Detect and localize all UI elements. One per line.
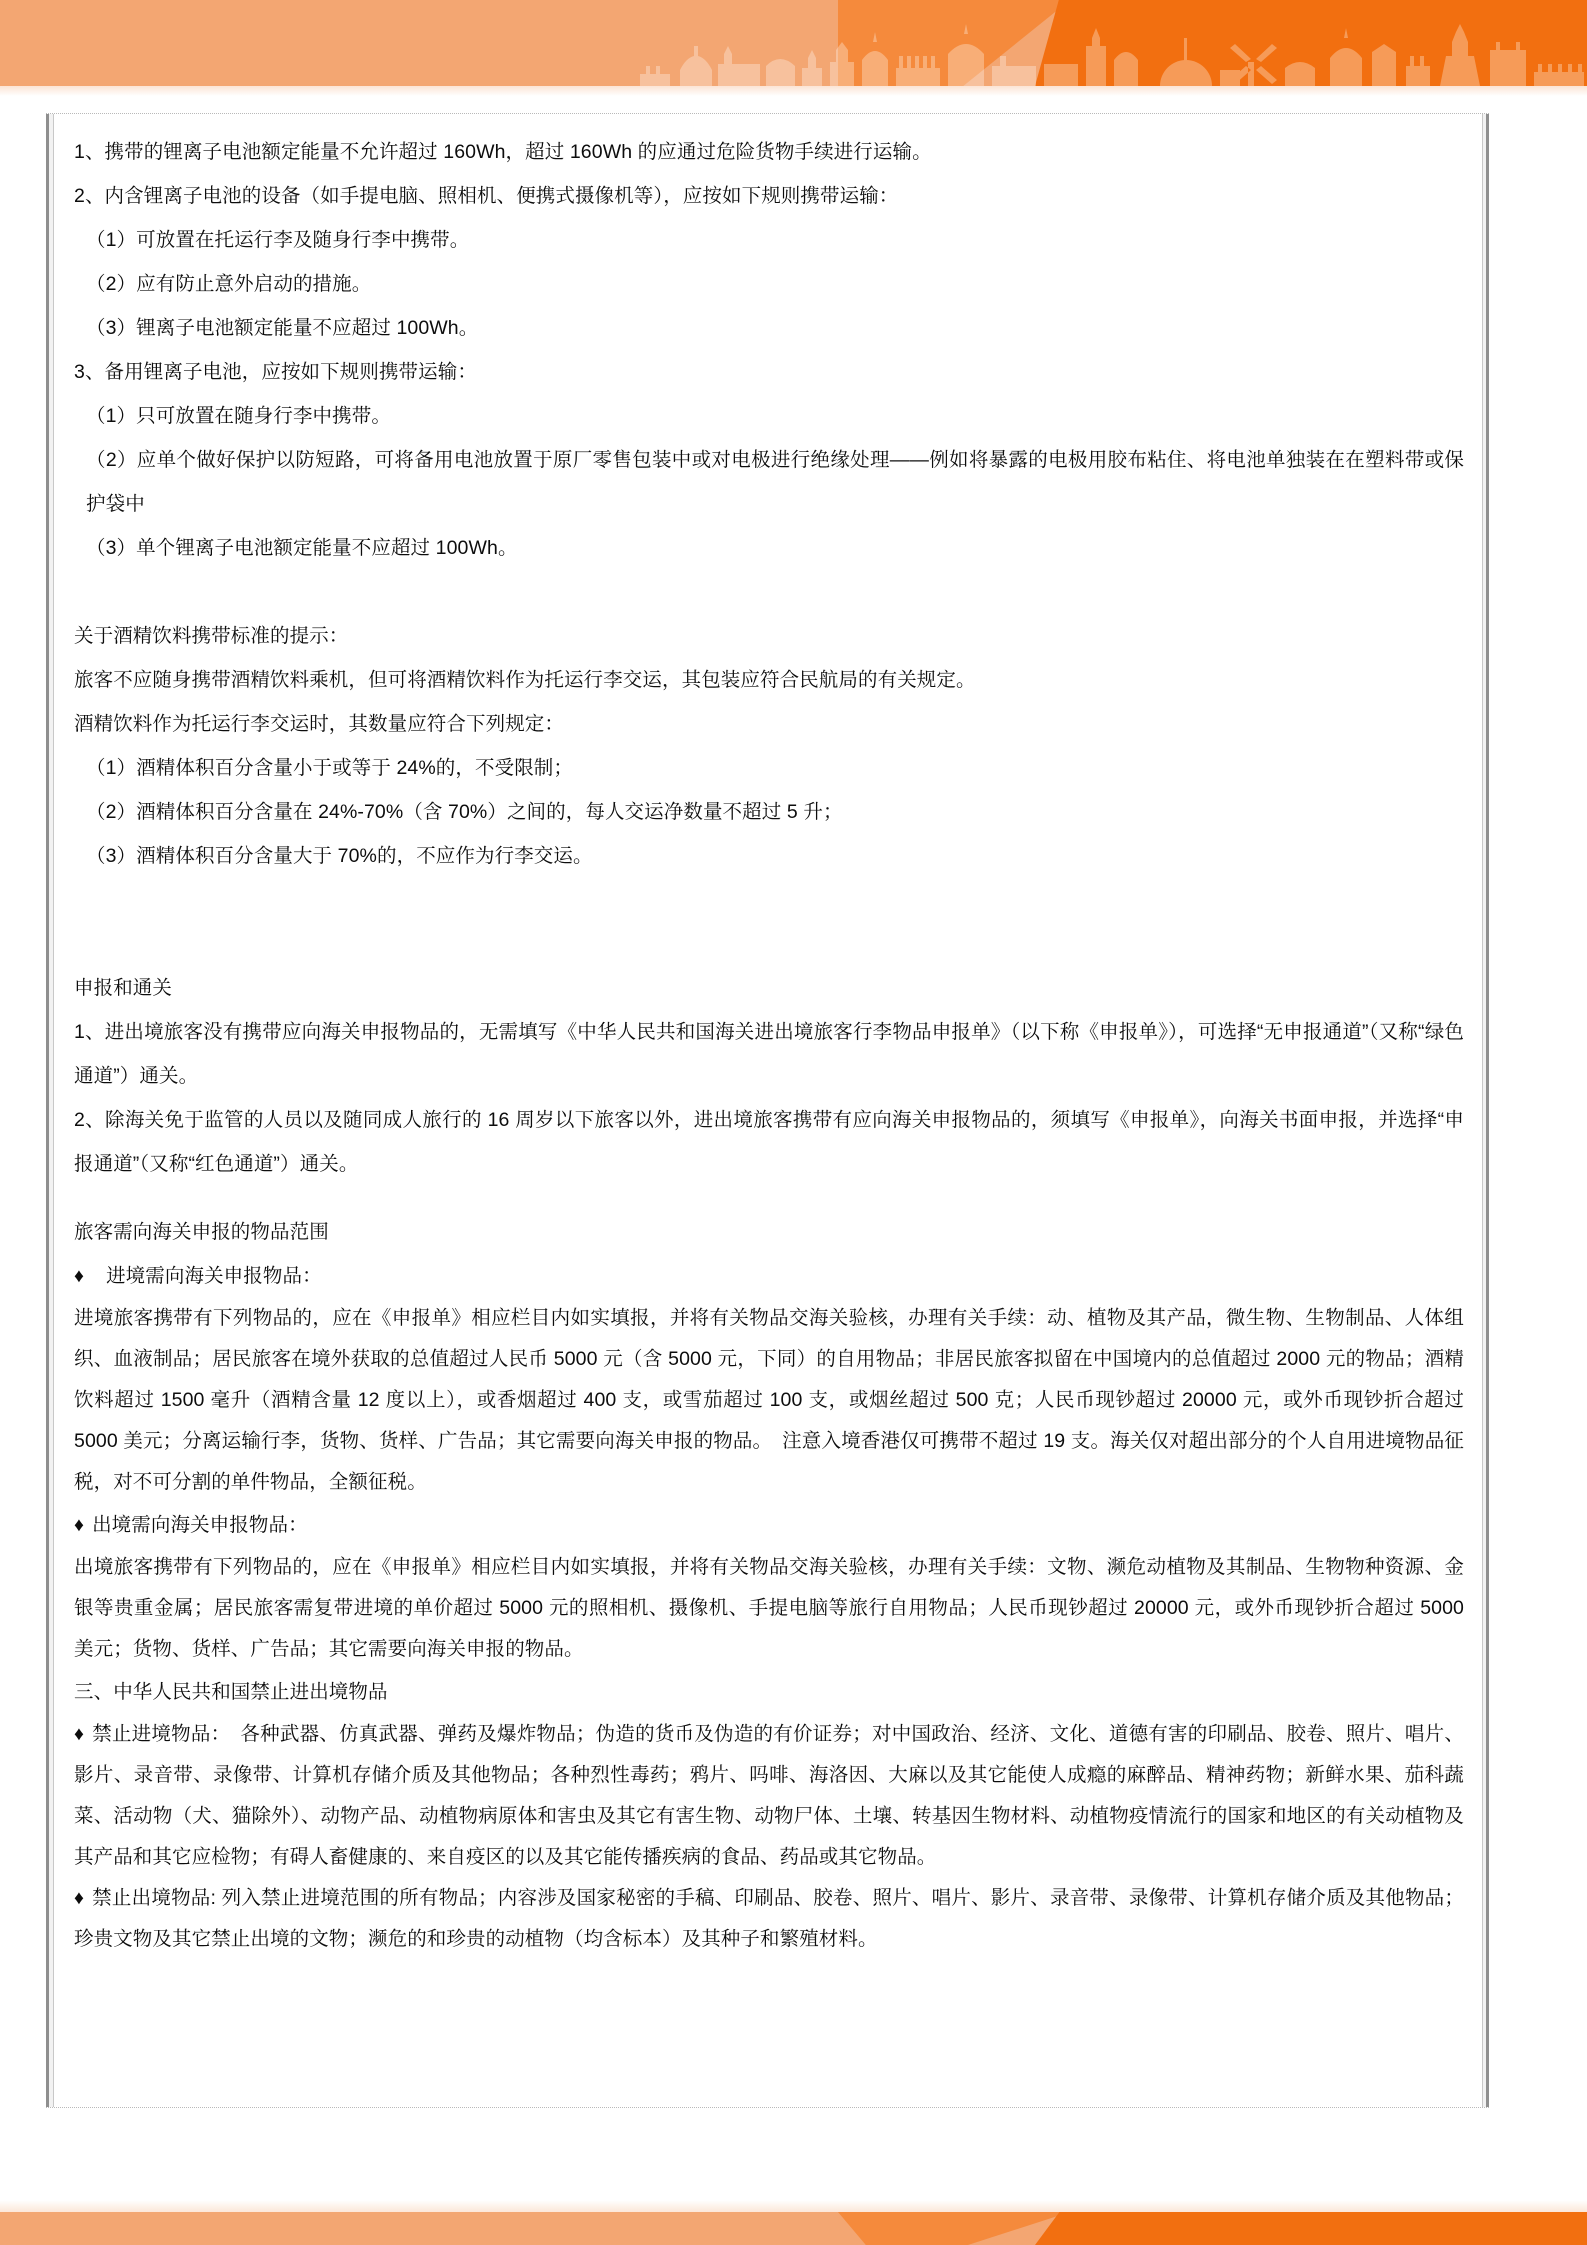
entry-declare-heading-row [74,1254,1464,1298]
battery-rule-3: 3、备用锂离子电池，应按如下规则携带运输： [74,361,477,383]
diamond-bullet-icon: ♦ [74,1723,85,1745]
alcohol-line-1: 旅客不应随身携带酒精饮料乘机，但可将酒精饮料作为托运行李交运，其包装应符合民航局的有关规定。 [74,669,976,691]
alcohol-section-title: 关于酒精饮料携带标准的提示： [74,625,349,647]
exit-prohibited-body: 禁止出境物品: 列入禁止进境范围的所有物品；内容涉及国家秘密的手稿、印刷品、胶卷、照片、唱片、影片、录音带、录像带、计算机存储介质及其他物品；珍贵文物及其它禁止出境的文物；濒危的和珍贵的动植物（均含标本）及其种子和繁殖材料。 [74,1887,1464,1950]
page-footer-banner [0,2212,1587,2245]
diamond-bullet-icon: ♦ [74,1887,85,1909]
footer-bright-orange-block [1057,2212,1587,2245]
battery-rule-1: 1、携带的锂离子电池额定能量不允许超过 160Wh，超过 160Wh 的应通过危险货物手续进行运输。 [74,141,932,163]
exit-prohibited-row [74,1878,1464,1960]
exit-declare-heading-row [74,1503,1464,1547]
entry-prohibited-body: 禁止进境物品： 各种武器、仿真武器、弹药及爆炸物品；伪造的货币及伪造的有价证券；对中国政治、经济、文化、道德有害的印刷品、胶卷、照片、唱片、影片、录音带、录像带、计算机存储介质及其他物品；各种烈性毒药；鸦片、吗啡、海洛因、大麻以及其它能使人成瘾的麻醉品、精神药物；新鲜水果、茄科蔬菜、活动物（犬、猫除外）、动物产品、动植物病原体和害虫及其它有害生物、动物尸体、土壤、转基因生物材料、动植物疫情流行的国家和地区的有关动植物及其产品和其它应检物；有碍人畜健康的、来自疫区的以及其它能传播疾病的食品、药品或其它物品。 [74,1723,1464,1868]
document-body [46,114,1488,1982]
exit-declare-body: 出境旅客携带有下列物品的，应在《申报单》相应栏目内如实填报，并将有关物品交海关验核，办理有关手续：文物、濒危动植物及其制品、生物物种资源、金银等贵重金属；居民旅客需复带进境的单价超过 5000 元的照相机、摄像机、手提电脑等旅行自用物品；人民币现钞超过 20000 元，或外币现钞折合超过 5000 美元；货物、货样、广告品；其它需要向海关申报的物品。 [74,1556,1464,1660]
battery-rule-3-3: （3）单个锂离子电池额定能量不应超过 100Wh。 [86,537,518,559]
page-header-banner [0,0,1587,86]
customs-line-2: 2、除海关免于监管的人员以及随同成人旅行的 16 周岁以下旅客以外，进出境旅客携带有应向海关申报物品的，须填写《申报单》，向海关书面申报，并选择“申报通道”（又称“红色通道”）通关。 [74,1109,1464,1175]
declare-scope-title: 旅客需向海关申报的物品范围 [74,1221,329,1243]
entry-prohibited-row [74,1714,1464,1878]
battery-rule-3-2: （2）应单个做好保护以防短路，可将备用电池放置于原厂零售包装中或对电极进行绝缘处理——例如将暴露的电极用胶布粘住、将电池单独装在在塑料带或保护袋中 [86,449,1464,515]
alcohol-line-2: 酒精饮料作为托运行李交运时，其数量应符合下列规定： [74,713,565,735]
header-fade [0,86,1587,96]
exit-declare-heading: 出境需向海关申报物品： [92,1514,308,1536]
battery-rule-2-1: （1）可放置在托运行李及随身行李中携带。 [86,229,470,251]
world-landmarks-skyline-silhouette [640,16,1587,86]
customs-section-title: 申报和通关 [74,977,173,999]
battery-rule-3-1: （1）只可放置在随身行李中携带。 [86,405,391,427]
alcohol-item-2: （2）酒精体积百分含量在 24%-70%（含 70%）之间的，每人交运净数量不超过 5 升； [86,801,843,823]
spacer-after-alcohol-2 [74,922,1464,966]
battery-rule-2: 2、内含锂离子电池的设备（如手提电脑、照相机、便携式摄像机等），应按如下规则携带运输： [74,185,899,207]
battery-rule-2-2: （2）应有防止意外启动的措施。 [86,273,372,295]
alcohol-item-3: （3）酒精体积百分含量大于 70%的，不应作为行李交运。 [86,845,593,867]
customs-line-1: 1、进出境旅客没有携带应向海关申报物品的，无需填写《中华人民共和国海关进出境旅客行李物品申报单》（以下称《申报单》），可选择“无申报通道”（又称“绿色通道”）通关。 [74,1021,1464,1087]
spacer-after-battery [74,570,1464,614]
diamond-bullet-icon: ♦ [74,1265,85,1287]
spacer-after-alcohol-1 [74,878,1464,922]
entry-declare-heading: 进境需向海关申报物品： [106,1265,322,1287]
diamond-bullet-icon: ♦ [74,1514,85,1536]
footer-mid-orange-wedge [838,2212,1070,2245]
entry-declare-body: 进境旅客携带有下列物品的，应在《申报单》相应栏目内如实填报，并将有关物品交海关验核，办理有关手续：动、植物及其产品，微生物、生物制品、人体组织、血液制品；居民旅客在境外获取的总值超过人民币 5000 元（含 5000 元，下同）的自用物品；非居民旅客拟留在中国境内的总值超过 2000 元的物品；酒精饮料超过 1500 毫升（酒精含量 12 度以上），或香烟超过 400 支，或雪茄超过 100 支，或烟丝超过 500 克；人民币现钞超过 20000 元，或外币现钞折合超过 5000 美元；分离运输行李，货物、货样、广告品；其它需要向海关申报的物品。 注意入境香港仅可携带不超过 19 支。海关仅对超出部分的个人自用进境物品征税，对不可分割的单件物品，全额征税。 [74,1307,1464,1493]
battery-rule-2-3: （3）锂离子电池额定能量不应超过 100Wh。 [86,317,479,339]
alcohol-item-1: （1）酒精体积百分含量小于或等于 24%的，不受限制； [86,757,573,779]
footer-fade [0,2200,1587,2212]
spacer-after-customs [74,1186,1464,1210]
document-text-frame [46,113,1489,2108]
prohibited-section-title: 三、中华人民共和国禁止进出境物品 [74,1681,388,1703]
